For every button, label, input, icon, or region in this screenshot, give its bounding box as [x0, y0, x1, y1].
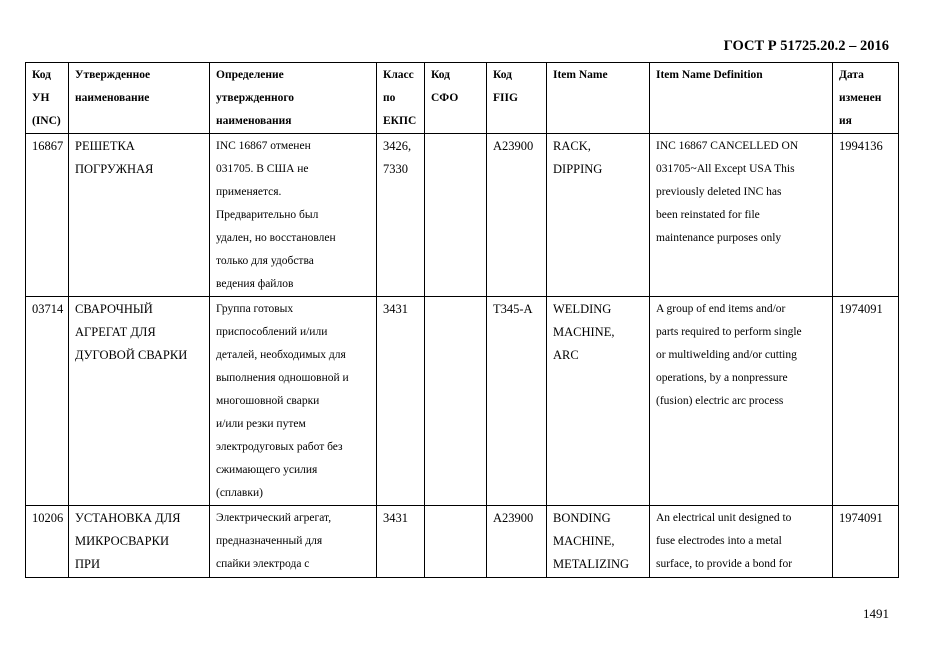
cell-line: A23900 [493, 511, 534, 525]
cell-line: 03714 [32, 302, 64, 316]
cell-col-fiig [487, 506, 547, 578]
header-col-approved-name [69, 63, 210, 134]
cell-line: 3431 [383, 302, 408, 316]
cell-line: 031705~All Except USA This [656, 163, 795, 175]
cell-line: УСТАНОВКА ДЛЯ [75, 511, 181, 525]
header-col-change-date [833, 63, 899, 134]
cell-col-inc [26, 134, 69, 297]
cell-line: previously deleted INC has [656, 186, 782, 198]
cell-line: 3426, [383, 139, 412, 153]
cell-line: MACHINE, [553, 325, 615, 339]
cell-col-item-name [547, 506, 650, 578]
cell-col-item-definition [650, 134, 833, 297]
cell-line: Электрический агрегат, [216, 512, 332, 524]
header-col-class [377, 63, 425, 134]
cell-line: многошовной сварки [216, 395, 320, 407]
cell-line: 16867 [32, 139, 64, 153]
cell-line: MACHINE, [553, 534, 615, 548]
cell-line: 031705. В США не [216, 163, 309, 175]
cell-line: or multiwelding and/or cutting [656, 349, 797, 361]
header-line: по [383, 92, 396, 104]
header-line: ЕКПС [383, 115, 417, 127]
cell-line: 7330 [383, 162, 408, 176]
header-line: Утвержденное [75, 69, 151, 81]
cell-line: RACK, [553, 139, 591, 153]
cell-line: только для удобства [216, 255, 314, 267]
cell-line: INC 16867 отменен [216, 140, 311, 152]
cell-col-item-name [547, 297, 650, 506]
header-line: ия [839, 115, 852, 127]
header-line: Дата [839, 69, 864, 81]
table-header-row [26, 63, 899, 134]
header-line: FIIG [493, 92, 518, 104]
cell-line: operations, by a nonpressure [656, 372, 788, 384]
header-col-fiig [487, 63, 547, 134]
cell-line: DIPPING [553, 162, 603, 176]
page-number: 1491 [863, 606, 889, 621]
cell-line: METALIZING [553, 557, 630, 571]
cell-line: электродуговых работ без [216, 441, 343, 453]
header-line: УН [32, 92, 50, 104]
cell-line: BONDING [553, 511, 611, 525]
header-line: Item Name Definition [656, 69, 763, 81]
cell-line: parts required to perform single [656, 326, 802, 338]
cell-col-sfo [425, 134, 487, 297]
header-line: (INC) [32, 115, 61, 127]
cell-line: Группа готовых [216, 303, 294, 315]
cell-col-item-definition [650, 506, 833, 578]
cell-col-approved-name [69, 134, 210, 297]
catalog-table [25, 62, 899, 578]
header-line: наименования [216, 115, 292, 127]
cell-line: удален, но восстановлен [216, 232, 336, 244]
cell-line: деталей, необходимых для [216, 349, 346, 361]
cell-line: ДУГОВОЙ СВАРКИ [75, 348, 188, 362]
cell-line: 10206 [32, 511, 64, 525]
cell-col-sfo [425, 506, 487, 578]
cell-line: ПОГРУЖНАЯ [75, 162, 154, 176]
cell-line: T345-A [493, 302, 533, 316]
cell-line: СВАРОЧНЫЙ [75, 302, 153, 316]
header-line: Код [493, 69, 513, 81]
header-col-item-definition [650, 63, 833, 134]
cell-line: приспособлений и/или [216, 326, 328, 338]
table-row [26, 506, 899, 578]
cell-line: АГРЕГАТ ДЛЯ [75, 325, 156, 339]
cell-line: МИКРОСВАРКИ [75, 534, 169, 548]
header-col-item-name [547, 63, 650, 134]
header-col-inc [26, 63, 69, 134]
cell-line: 1974091 [839, 511, 883, 525]
header-line: Код [32, 69, 52, 81]
header-col-sfo [425, 63, 487, 134]
table-row [26, 134, 899, 297]
cell-col-fiig [487, 134, 547, 297]
cell-col-definition-ru [210, 134, 377, 297]
header-line: Определение [216, 69, 284, 81]
cell-line: спайки электрода с [216, 558, 310, 570]
cell-line: ведения файлов [216, 278, 294, 290]
cell-line: и/или резки путем [216, 418, 306, 430]
table-row [26, 297, 899, 506]
cell-line: A23900 [493, 139, 534, 153]
header-line: Код [431, 69, 451, 81]
document-header-standard: ГОСТ Р 51725.20.2 – 2016 [723, 38, 889, 54]
cell-col-sfo [425, 297, 487, 506]
cell-col-inc [26, 297, 69, 506]
cell-line: применяется. [216, 186, 282, 198]
cell-line: been reinstated for file [656, 209, 760, 221]
cell-line: РЕШЕТКА [75, 139, 135, 153]
cell-line: fuse electrodes into a metal [656, 535, 782, 547]
cell-line: выполнения одношовной и [216, 372, 349, 384]
header-line: утвержденного [216, 92, 295, 104]
header-line: Item Name [553, 69, 608, 81]
header-line: наименование [75, 92, 150, 104]
header-col-definition-ru [210, 63, 377, 134]
cell-line: 1994136 [839, 139, 883, 153]
cell-col-fiig [487, 297, 547, 506]
cell-line: An electrical unit designed to [656, 512, 792, 524]
cell-col-change-date [833, 297, 899, 506]
cell-line: 1974091 [839, 302, 883, 316]
cell-col-approved-name [69, 297, 210, 506]
cell-line: ARC [553, 348, 579, 362]
cell-line: WELDING [553, 302, 612, 316]
cell-line: сжимающего усилия [216, 464, 318, 476]
header-line: изменен [839, 92, 882, 104]
cell-line: предназначенный для [216, 535, 323, 547]
cell-line: A group of end items and/or [656, 303, 786, 315]
header-line: Класс [383, 69, 414, 81]
cell-line: (сплавки) [216, 487, 263, 499]
header-line: СФО [431, 92, 459, 104]
cell-col-approved-name [69, 506, 210, 578]
cell-line: Предварительно был [216, 209, 319, 221]
cell-col-class [377, 134, 425, 297]
cell-col-definition-ru [210, 297, 377, 506]
cell-col-class [377, 506, 425, 578]
cell-col-item-name [547, 134, 650, 297]
cell-col-change-date [833, 506, 899, 578]
cell-line: INC 16867 CANCELLED ON [656, 140, 799, 152]
cell-col-change-date [833, 134, 899, 297]
cell-col-inc [26, 506, 69, 578]
cell-line: maintenance purposes only [656, 232, 782, 244]
cell-col-definition-ru [210, 506, 377, 578]
cell-line: surface, to provide a bond for [656, 558, 793, 570]
cell-line: (fusion) electric arc process [656, 395, 784, 407]
cell-col-class [377, 297, 425, 506]
cell-line: ПРИ [75, 557, 101, 571]
cell-col-item-definition [650, 297, 833, 506]
cell-line: 3431 [383, 511, 408, 525]
